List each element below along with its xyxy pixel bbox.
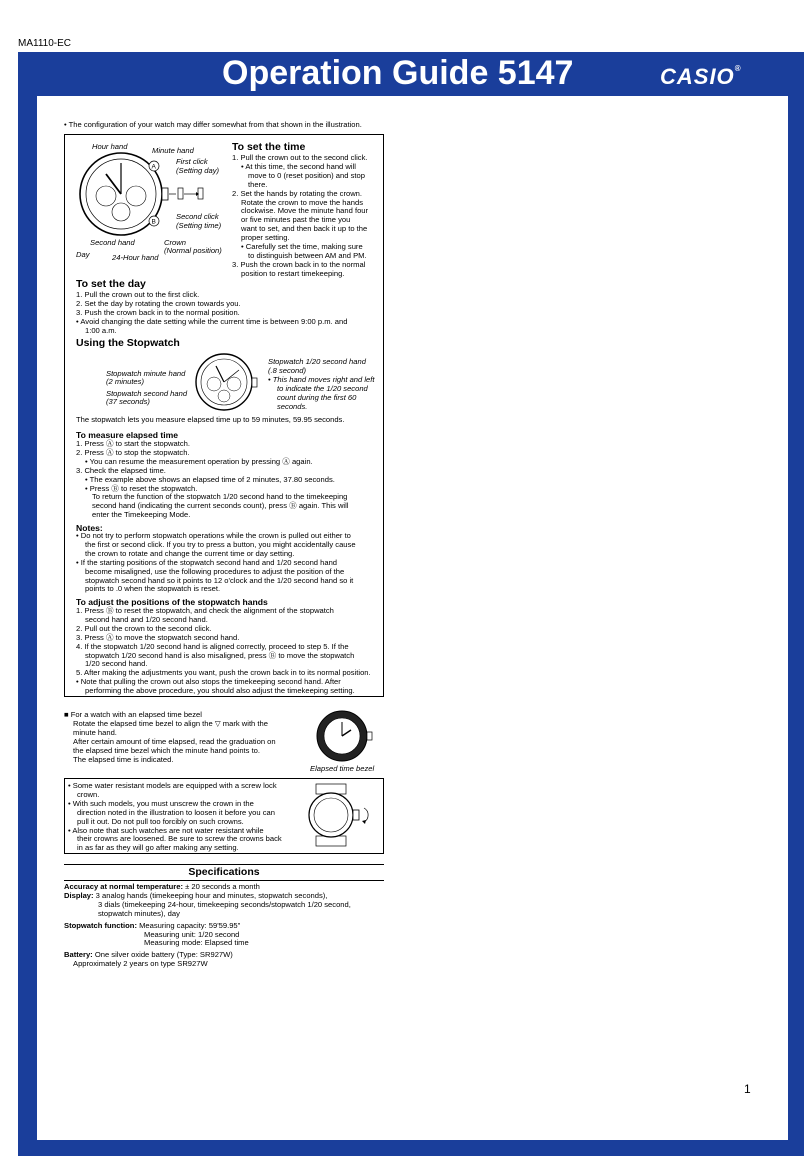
label-24hour-hand: 24-Hour hand	[112, 253, 159, 262]
label-first-click: First click	[176, 157, 208, 166]
label-second-hand: Second hand	[90, 238, 135, 247]
label-first-click-sub: (Setting day)	[176, 166, 220, 175]
bezel-instructions: ■ For a watch with an elapsed time bezel Rotate the elapsed time bezel to align the ▽ mark with the minute hand. After certain amount of time elapsed, read the graduation on the elapsed time bezel which the minute hand points to. The elapsed time is indicated.	[64, 710, 276, 764]
heading-set-day: To set the day	[76, 278, 146, 290]
page-number: 1	[744, 1082, 751, 1096]
heading-stopwatch: Using the Stopwatch	[76, 337, 180, 349]
heading-measure: To measure elapsed time	[76, 430, 179, 440]
label-crown-sub: (Normal position)	[164, 246, 222, 255]
specifications-list: Accuracy at normal temperature: ± 20 seconds a month Display: 3 analog hands (timekeeping hour and minutes, stopwatch seconds), 3 dials (timekeeping 24-hour, timekeeping seconds/stopwatch 1/20 second, stopwatch minutes), day Stopwatch function: Measuring capacity: 59'59.95" Measuring unit: 1/20 second Measuring mode: Elapsed time Battery: One silver oxide battery (Type: SR927W) Approximately 2 years on type SR927W	[64, 882, 351, 969]
heading-notes: Notes:	[76, 523, 103, 533]
water-resistant-notes: • Some water resistant models are equipped with a screw lock crown. • With such models, you must unscrew the crown in the direction noted in the illustration to loosen it before you can pull it out. Do not pull too forcibly on such crowns. • Also note that such watches are not water resistant while their crowns are loosened. Be sure to screw the crowns back in as far as they will go after making any setting.	[68, 781, 282, 853]
set-time-steps: 1. Pull the crown out to the second click. • At this time, the second hand will move to 0 (reset position) and stop there. 2. Set the hands by rotating the crown. Rotate the crown to move the hands clockwise. Move the minute hand four or five minutes past the time you want to set, and then back it up to the proper setting. • Carefully set the time, making sure to distinguish between AM and PM. 3. Push the crown back in to the normal position to restart timekeeping.	[232, 153, 369, 278]
label-sw-minute: Stopwatch minute hand	[106, 369, 186, 378]
set-day-steps: 1. Pull the crown out to the first click. 2. Set the day by rotating the crown towards you. 3. Push the crown back in to the normal position. • Avoid changing the date setting while the current time is between 9:00 p.m. and 1:00 a.m.	[76, 290, 348, 335]
bezel-watch-diagram	[314, 708, 374, 764]
measure-steps: 1. Press Ⓐ to start the stopwatch. 2. Press Ⓐ to stop the stopwatch. • You can resume the measurement operation by pressing Ⓐ again. 3. Check the elapsed time. • The example above shows an elapsed time of 2 minutes, 37.80 seconds. • Press Ⓑ to reset the stopwatch. To return the function of the stopwatch 1/20 second hand to the timekeeping second hand (indicating the current seconds count), press Ⓑ again. This will enter the Timekeeping Mode.	[76, 439, 349, 520]
stopwatch-capacity: The stopwatch lets you measure elapsed time up to 59 minutes, 59.95 seconds.	[76, 415, 345, 424]
label-second-click-sub: (Setting time)	[176, 221, 222, 230]
label-minute-hand: Minute hand	[152, 146, 194, 155]
brand-logo	[660, 64, 742, 90]
label-day: Day	[76, 250, 90, 259]
bezel-caption: Elapsed time bezel	[310, 764, 375, 773]
label-hour-hand: Hour hand	[92, 142, 128, 151]
page-title: Operation Guide 5147	[222, 54, 574, 92]
label-second-click: Second click	[176, 212, 219, 221]
heading-specifications: Specifications	[188, 866, 260, 878]
heading-set-time: To set the time	[232, 141, 306, 153]
crown-mark	[162, 188, 168, 200]
model-code: MA1110-EC	[18, 38, 71, 49]
label-sw-second-sub: (37 seconds)	[106, 397, 150, 406]
stopwatch-diagram	[184, 352, 268, 412]
screw-lock-watch-diagram	[306, 780, 380, 850]
label-sw-second: Stopwatch second hand	[106, 389, 188, 398]
intro-note: • The configuration of your watch may differ somewhat from that shown in the illustration.	[64, 120, 362, 129]
label-crown: Crown	[164, 238, 186, 247]
spec-rule-bottom	[64, 880, 384, 881]
spec-rule-top	[64, 864, 384, 865]
notes-list: • Do not try to perform stopwatch operations while the crown is pulled out either to the first or second click. If you try to press a button, you might accidentally cause the crown to rotate and change the current time or day setting. • If the starting positions of the stopwatch second hand and 1/20 second hand become misaligned, use the following procedures to adjust the position of the stopwatch second hand so it points to 12 o'clock and the 1/20 second hand so it points to .0 when the stopwatch is reset.	[76, 531, 356, 594]
heading-adjust: To adjust the positions of the stopwatch hands	[76, 597, 268, 607]
button-b-label: B	[151, 218, 156, 226]
brand-name: CASIO	[660, 64, 735, 89]
label-sw-twentieth: Stopwatch 1/20 second hand (.8 second) • This hand moves right and left to indicate the 1/20 second count during the first 60 seconds.	[268, 357, 375, 411]
adjust-steps: 1. Press Ⓑ to reset the stopwatch, and check the alignment of the stopwatch second hand and 1/20 second hand. 2. Pull out the crown to the second click. 3. Press Ⓐ to move the stopwatch second hand. 4. If the stopwatch 1/20 second hand is aligned correctly, proceed to step 5. If the stopwatch 1/20 second hand is also misaligned, press Ⓑ to move the stopwatch 1/20 second hand. 5. After making the adjustments you want, push the crown back in to its normal position. • Note that pulling the crown out also stops the timekeeping second hand. After performing the above procedure, you should also adjust the timekeeping setting.	[76, 606, 371, 696]
button-a-label: A	[151, 163, 156, 171]
label-sw-minute-sub: (2 minutes)	[106, 377, 144, 386]
brand-mark: ®	[734, 64, 742, 73]
